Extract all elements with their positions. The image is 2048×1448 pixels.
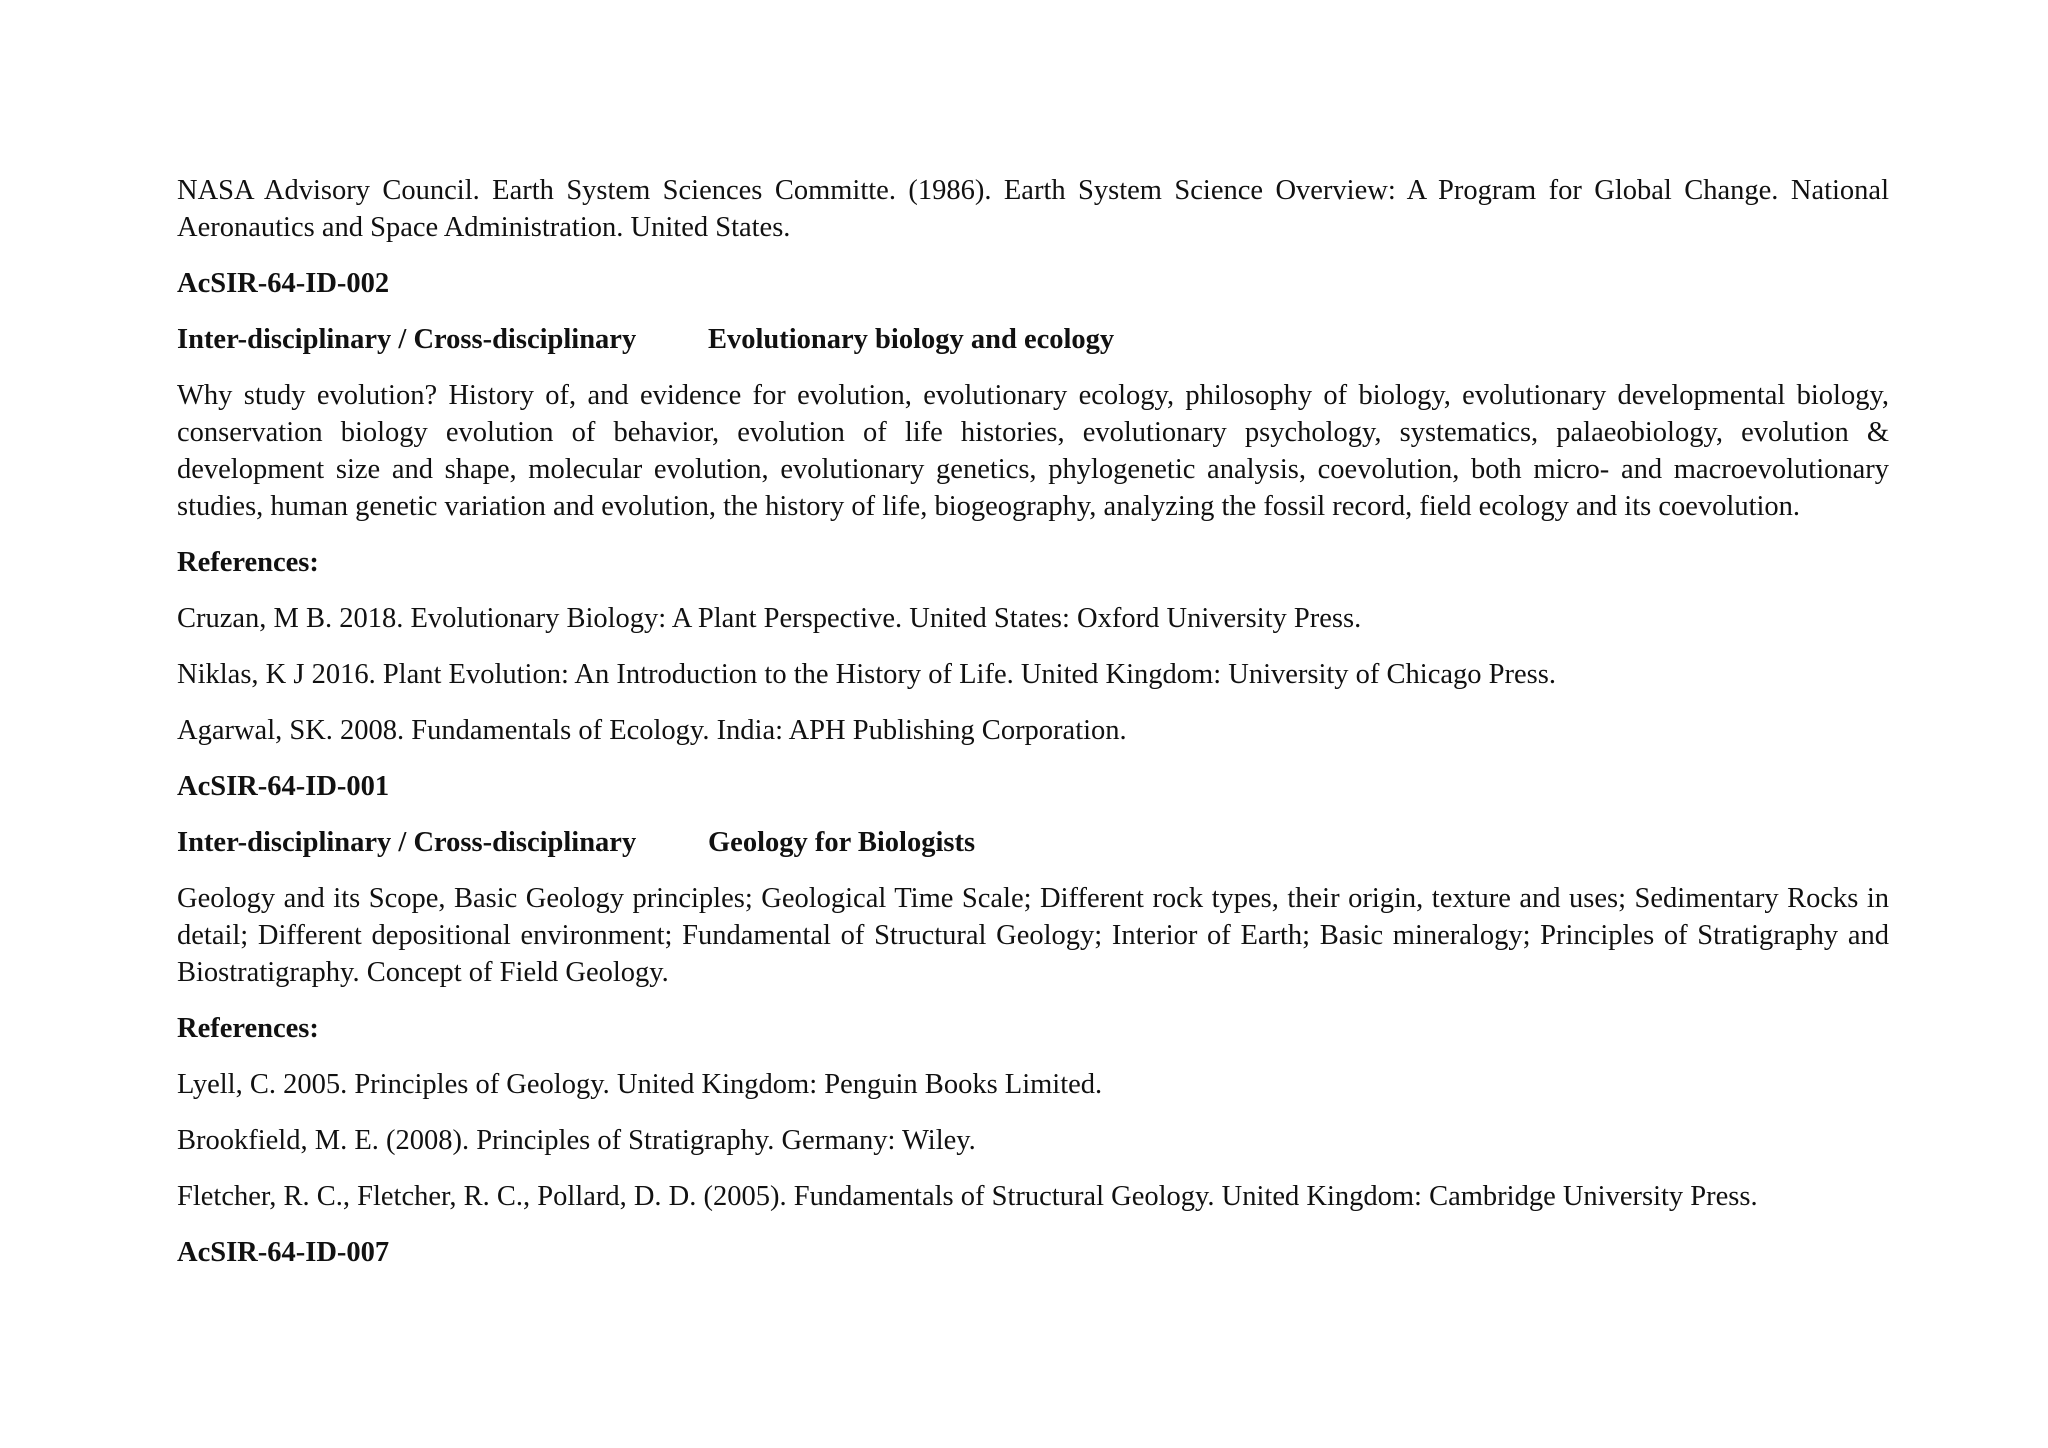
course-code: AcSIR-64-ID-007 <box>177 1237 390 1268</box>
course-type: Inter-disciplinary / Cross-disciplinary <box>177 827 637 858</box>
course-title: Evolutionary biology and ecology <box>708 324 1115 355</box>
course-description: Why study evolution? History of, and evidence for evolution, evolutionary ecology, philosophy of biology, evolutionary developmental biology, conservation biology evolution of behavior, evolution of life histories, evolutionary psychology, systematics, palaeobiology, evolution & development size and shape, molecular evolution, evolutionary genetics, phylogenetic analysis, coevolution, both micro- and macroevolutionary studies, human genetic variation and evolution, the history of life, biogeography, analyzing the fossil record, field ecology and its coevolution. <box>177 380 1889 522</box>
reference-item: Fletcher, R. C., Fletcher, R. C., Pollard, D. D. (2005). Fundamentals of Structural Geology. United Kingdom: Cambridge University Press. <box>177 1181 1758 1212</box>
intro-reference: NASA Advisory Council. Earth System Sciences Committe. (1986). Earth System Science Overview: A Program for Global Change. National Aeronautics and Space Administration. United States. <box>177 175 1889 243</box>
reference-item: Brookfield, M. E. (2008). Principles of Stratigraphy. Germany: Wiley. <box>177 1125 976 1156</box>
reference-item: Agarwal, SK. 2008. Fundamentals of Ecology. India: APH Publishing Corporation. <box>177 715 1127 746</box>
reference-item: Lyell, C. 2005. Principles of Geology. United Kingdom: Penguin Books Limited. <box>177 1069 1103 1100</box>
references-heading: References: <box>177 1013 319 1044</box>
course-title: Geology for Biologists <box>708 827 976 858</box>
references-heading: References: <box>177 547 319 578</box>
course-heading <box>177 321 1889 358</box>
reference-item: Niklas, K J 2016. Plant Evolution: An Introduction to the History of Life. United Kingdom: University of Chicago Press. <box>177 659 1556 690</box>
document-page <box>177 172 1889 1290</box>
reference-item: Cruzan, M B. 2018. Evolutionary Biology: A Plant Perspective. United States: Oxford University Press. <box>177 603 1362 634</box>
course-type: Inter-disciplinary / Cross-disciplinary <box>177 324 637 355</box>
course-code: AcSIR-64-ID-002 <box>177 268 390 299</box>
course-heading <box>177 824 1889 861</box>
course-description: Geology and its Scope, Basic Geology principles; Geological Time Scale; Different rock types, their origin, texture and uses; Sedimentary Rocks in detail; Different depositional environment; Fundamental of Structural Geology; Interior of Earth; Basic mineralogy; Principles of Stratigraphy and Biostratigraphy. Concept of Field Geology. <box>177 883 1889 988</box>
course-code: AcSIR-64-ID-001 <box>177 771 390 802</box>
